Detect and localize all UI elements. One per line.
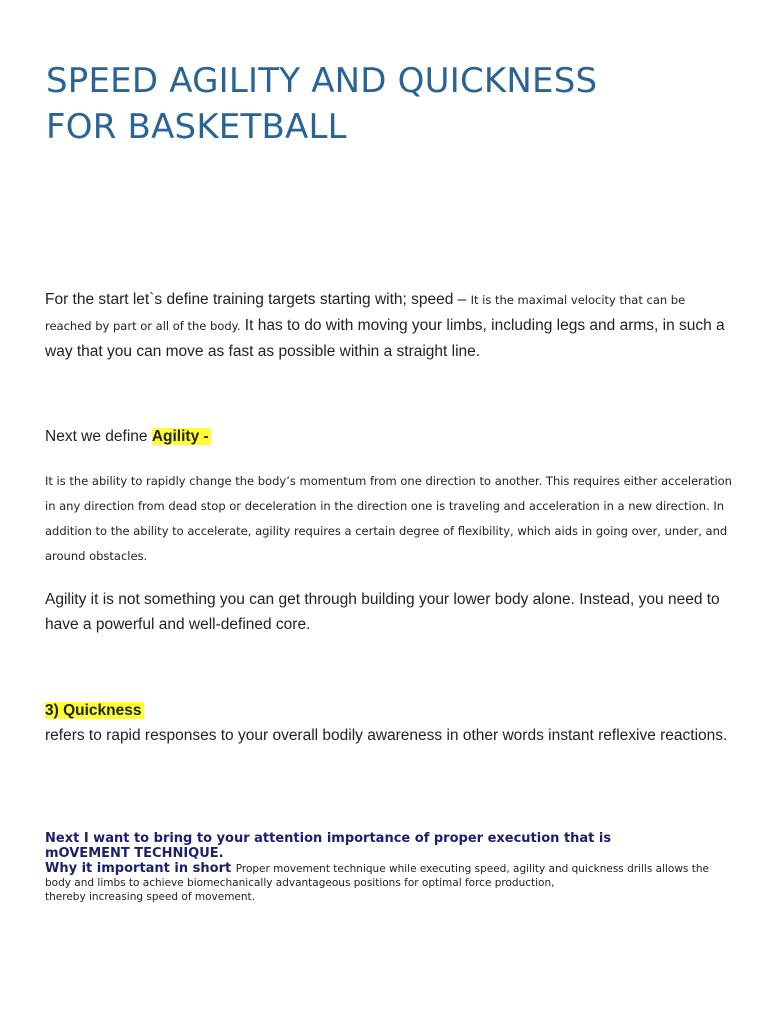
- title-line-2: FOR BASKETBALL: [46, 107, 347, 147]
- technique-section: [45, 831, 735, 904]
- speed-definition: It is the maximal velocity that can be reached by part or all of the body.: [45, 293, 686, 333]
- technique-heading-line-2: mOVEMENT TECHNIQUE.: [45, 846, 224, 861]
- speed-intro: For the start let`s define training targets starting with; speed –: [45, 291, 471, 308]
- agility-core: Agility it is not something you can get through building your lower body alone. Instead, you need to have a powerful and well-defined core.: [45, 591, 720, 633]
- agility-lead: Next we define: [45, 428, 152, 445]
- quickness-label: 3) Quickness: [45, 702, 142, 719]
- agility-definition: It is the ability to rapidly change the body’s momentum from one direction to another. This requires either acceleration in any direction from dead stop or deceleration in the direction one is traveling and acceleration in a new direction. In addition to the ability to accelerate, agility requires a certain degree of flexibility, which aids in going over, under, and around obstacles.: [45, 474, 732, 563]
- technique-why-text-1: Proper movement technique while executing speed, agility and quickness drills allows the: [235, 863, 709, 875]
- agility-label: Agility -: [151, 428, 209, 445]
- title-line-1: SPEED AGILITY AND QUICKNESS: [46, 61, 598, 101]
- technique-why-label: Why it important in short: [45, 861, 236, 876]
- technique-why-line-2: body and limbs to achieve biomechanically advantageous positions for optimal force production,: [45, 877, 555, 889]
- technique-why-line-3: thereby increasing speed of movement.: [45, 891, 256, 903]
- agility-definition-block: [45, 469, 735, 569]
- quickness-section: [45, 698, 735, 748]
- speed-rest: It has to do with moving your limbs, including legs and arms, in such a way that you can move as fast as possible within a straight line.: [45, 317, 725, 360]
- agility-heading: [45, 424, 735, 449]
- speed-paragraph: [45, 287, 735, 364]
- agility-core-block: [45, 587, 735, 637]
- technique-why-line-1: [45, 862, 735, 876]
- document-title: [46, 58, 736, 150]
- technique-heading-line-1: Next I want to bring to your attention importance of proper execution that is: [45, 831, 612, 846]
- speed-section: [45, 287, 735, 364]
- quickness-definition: refers to rapid responses to your overall bodily awareness in other words instant reflexive reactions.: [45, 727, 728, 744]
